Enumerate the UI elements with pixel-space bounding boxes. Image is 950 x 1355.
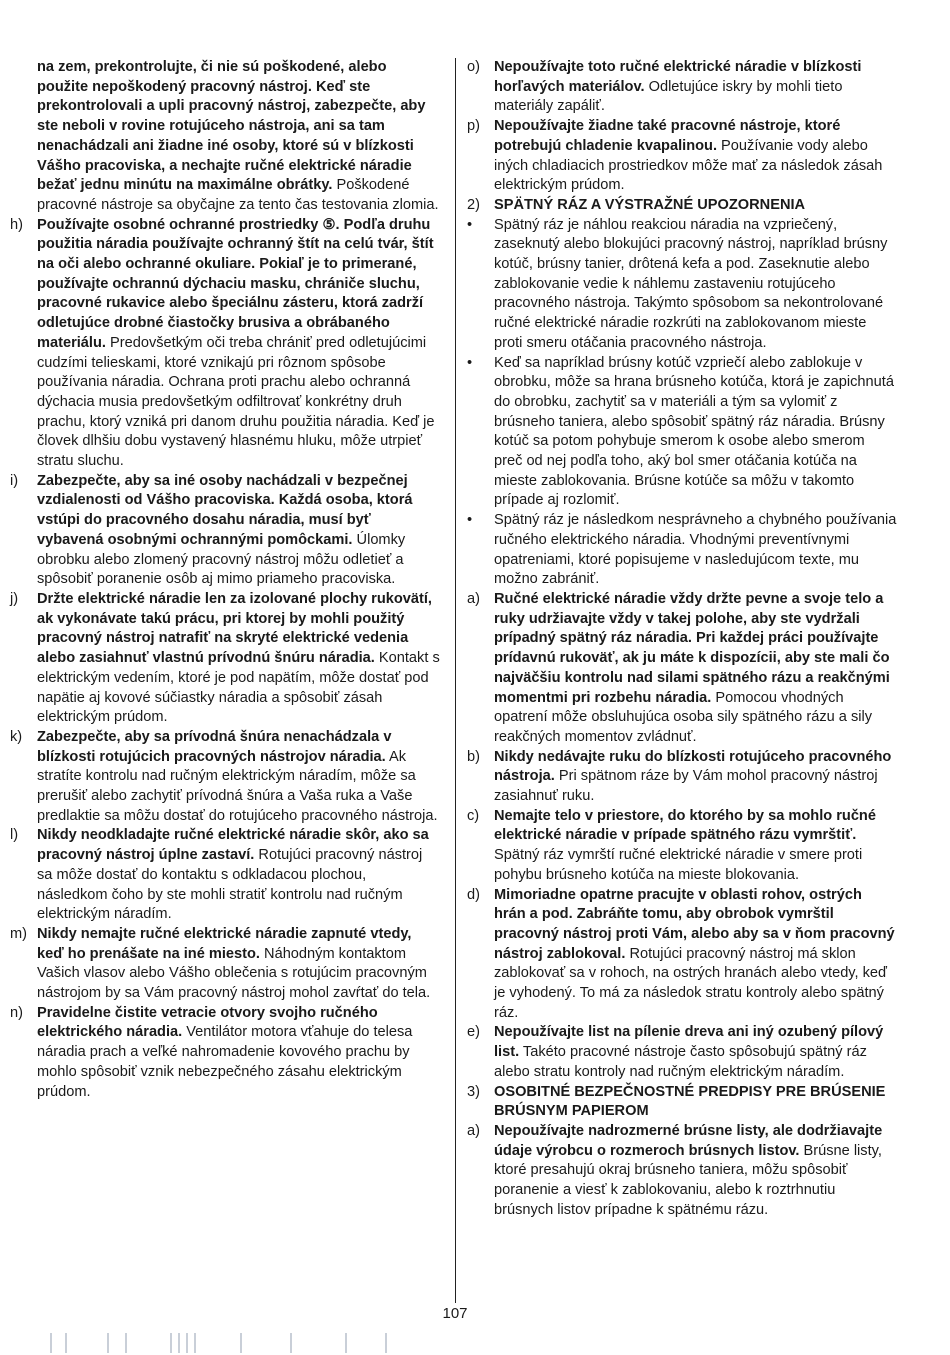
list-item: [467, 748, 897, 807]
item-normal-text: Rotujúci pracovný nástroj sa môže dostať do kontaktu s odkladacou plochou, následkom čoho by ste mohli stratiť kontrolu nad ručným elektrickým náradím.: [37, 847, 423, 923]
item-label: n): [10, 1004, 23, 1021]
list-item: [467, 1122, 897, 1221]
mark: [65, 1333, 67, 1353]
item-label: e): [467, 1024, 480, 1041]
item-bold-text: Držte elektrické náradie len za izolované plochy rukovätí, ak vykonávate takú prácu, pri ktorej by mohli použitý pracovný nástroj natrafiť na skryté elektrické vedenia alebo zasiahnuť vlastnú prívodnú šnúru náradia.: [37, 590, 432, 667]
item-text: [37, 826, 440, 925]
continuation-paragraph: [10, 58, 440, 216]
mark: [240, 1333, 242, 1353]
mark: [170, 1333, 172, 1353]
column-divider: [455, 58, 456, 1303]
item-normal-text: Rotujúci pracovný nástroj má sklon zablokovať sa v rohoch, na ostrých hranách alebo vtedy, keď je vyhodený. To má za následok stratu kontroly alebo spätný ráz.: [494, 945, 888, 1021]
item-normal-text: Takéto pracovné nástroje často spôsobujú spätný ráz alebo stratu kontroly nad ručným elektrickým náradím.: [494, 1044, 867, 1080]
list-item: [10, 590, 440, 728]
item-normal-text: Ventilátor motora vťahuje do telesa náradia prach a veľké nahromadenie kovového prachu by mohlo spôsobiť vznik nebezpečného zásahu elektrickým prúdom.: [37, 1024, 413, 1100]
item-bold-text: Nemajte telo v priestore, do ktorého by sa mohlo ručné elektrické náradie v prípade spätného rázu vymrštiť.: [494, 807, 876, 844]
item-label: l): [10, 827, 19, 844]
item-text: [494, 58, 897, 117]
list-item: [10, 472, 440, 590]
list-item: [467, 58, 897, 117]
item-normal-text: Používanie vody alebo iných chladiacich prostriedkov môže mať za následok zásah elektrickým prúdom.: [494, 137, 883, 194]
bullet-text: Spätný ráz je náhlou reakciou náradia na vzpriečený, zaseknutý alebo blokujúci pracovný nástroj, napríklad brúsny kotúč, brúsny tanier, drôtená kefa a pod. Zaseknutie alebo zablokovanie vedie k náhlemu zastaveniu rotujúceho pracovného nástroja. Takýmto spôsobom sa nekontrolované ručné elektrické náradie rozkrúti na zablokovanom mieste proti smeru otáčania pracovného nástroja.: [494, 216, 888, 351]
section-heading-text: SPÄTNÝ RÁZ A VÝSTRAŽNÉ UPOZORNENIA: [494, 196, 806, 213]
right-column: [467, 58, 897, 1220]
item-bold-text: Nepoužívajte nadrozmerné brúsne listy, ale dodržiavajte údaje výrobcu o rozmeroch brúsnych listov.: [494, 1122, 883, 1159]
item-text: [494, 748, 897, 807]
item-label: j): [10, 590, 19, 607]
continuation-normal: Poškodené pracovné nástroje sa obyčajne za tento čas testovania zlomia.: [37, 177, 439, 213]
item-normal-text: Náhodným kontaktom Vašich vlasov alebo Vášho oblečenia s rotujúcim pracovným nástrojom by sa Vám pracovný nástroj mohol zavŕtať do tela.: [37, 945, 431, 1002]
item-normal-text: Odletujúce iskry by mohli tieto materiály zapáliť.: [494, 78, 843, 115]
item-label: b): [467, 748, 480, 765]
item-label: h): [10, 216, 23, 233]
mark: [194, 1333, 196, 1353]
list-item: [10, 925, 440, 1004]
list-item: [10, 826, 440, 925]
item-normal-text: Ak stratíte kontrolu nad ručným elektrickým náradím, môže sa prerušiť alebo zachytiť prívodná šnúra a Vaša ruka a Vaše predlaktie sa môžu dostať do rotujúceho pracovného nástroja.: [37, 748, 438, 824]
item-bold-text: Používajte osobné ochranné prostriedky ⑤. Podľa druhu použitia náradia používajte ochranný štít na celú tvár, štít na oči alebo ochranné okuliare. Pokiaľ je to primerané, používajte ochrannú dýchaciu masku, chrániče sluchu, pracovné rukavice alebo špeciálnu zásteru, ktorá zadrží odletujúce drobné čiastočky brusiva a obrábaného materiálu.: [37, 216, 434, 351]
mark: [50, 1333, 52, 1353]
mark: [178, 1333, 180, 1353]
bullet-text: Keď sa napríklad brúsny kotúč vzpriečí alebo zablokuje v obrobku, môže sa hrana brúsneho kotúča, ktorá je zapichnutá do obrobku, zachytiť sa v materiáli a tým sa vylomiť z brúsneho taniera, alebo spôsobiť spätný ráz náradia. Brúsny kotúč sa potom pohybuje smerom k osobe alebo smerom preč od nej podľa toho, aký bol smer otáčania kotúča na mieste zablokovania. Brúsne kotúče sa môžu v takomto prípade aj rozlomiť.: [494, 354, 894, 509]
item-bold-text: Zabezpečte, aby sa iné osoby nachádzali v bezpečnej vzdialenosti od Vášho pracoviska. Každá osoba, ktorá vstúpi do pracovného dosahu náradia, musí byť vybavená osobnými ochrannými pomôckami.: [37, 472, 413, 548]
item-text: [37, 728, 440, 827]
bullet-item: [467, 354, 897, 512]
item-bold-text: Nepoužívajte toto ručné elektrické náradie v blízkosti horľavých materiálov.: [494, 59, 862, 95]
list-item: [467, 117, 897, 196]
item-text: [37, 1004, 440, 1103]
bullet-symbol: •: [467, 354, 473, 371]
continuation-bold: na zem, prekontrolujte, či nie sú poškodené, alebo použite nepoškodený pracovný nástroj. Keď ste prekontrolovali a upli pracovný nástroj, zabezpečte, aby ste neboli v rovine rotujúceho nástroja, ani sa tam nenachádzali ani žiadne iné osoby, ktoré sú v blízkosti Vášho pracoviska, a nechajte ručné elektrické náradie bežať jednu minútu na maximálne obrátky.: [37, 59, 426, 194]
item-text: [37, 590, 440, 728]
bullet-symbol: •: [467, 216, 473, 233]
item-normal-text: Pomocou vhodných opatrení môže obsluhujúca osoba sily spätného rázu a sily reakčných momentov zvládnuť.: [494, 689, 873, 745]
bullet-symbol: •: [467, 512, 473, 529]
mark: [186, 1333, 188, 1353]
item-normal-text: Brúsne listy, ktoré presahujú okraj brúsneho taniera, môžu spôsobiť poranenie a viesť k zablokovaniu, alebo k roztrhnutiu brúsnych listov prípadne k spätnému rázu.: [494, 1142, 882, 1218]
list-item: [467, 1023, 897, 1082]
item-label: o): [467, 59, 480, 75]
section-label: 2): [467, 196, 480, 213]
item-label: m): [10, 925, 28, 942]
item-text: [494, 807, 897, 886]
list-item: [467, 590, 897, 748]
bullet-item: [467, 511, 897, 590]
item-bold-text: Pravidelne čistite vetracie otvory svojho ručného elektrického náradia.: [37, 1004, 378, 1041]
item-text: [494, 1023, 897, 1082]
item-text: [37, 472, 440, 590]
mark: [385, 1333, 387, 1353]
item-bold-text: Nepoužívajte žiadne také pracovné nástroje, ktoré potrebujú chladenie kvapalinou.: [494, 118, 841, 154]
item-text: [494, 117, 897, 196]
list-item: [10, 1004, 440, 1103]
mark: [125, 1333, 127, 1353]
item-normal-text: Kontakt s elektrickým vedením, ktoré je pod napätím, môže dostať pod napätie aj kovové súčiastky náradia a spôsobiť zásah elektrickým prúdom.: [37, 650, 440, 726]
bullet-item: [467, 216, 897, 354]
item-text: [37, 925, 440, 1004]
list-item: [10, 728, 440, 827]
item-normal-text: Pri spätnom ráze by Vám mohol pracovný nástroj zasiahnuť ruku.: [494, 768, 878, 805]
item-bold-text: Ručné elektrické náradie vždy držte pevne a svoje telo a ruky udržiavajte vždy v takej polohe, aby ste vydržali prípadný spätný ráz náradia. Pri každej práci používajte prídavnú rukoväť, ak ju máte k dispozícii, aby ste mali čo najväčšiu kontrolu nad silami spätného rázu a reakčnými momentmi pri rozbehu náradia.: [494, 590, 890, 706]
bullet-text: Spätný ráz je následkom nesprávneho a chybného používania ručného elektrického náradia. Vhodnými preventívnymi opatreniami, ktoré popisujeme v nasledujúcom texte, mu možno zabrániť.: [494, 512, 897, 588]
item-bold-text: Nikdy nemajte ručné elektrické náradie zapnuté vtedy, keď ho prenášate na iné miesto.: [37, 925, 412, 962]
section-label: 3): [467, 1083, 480, 1100]
item-label: i): [10, 472, 19, 489]
item-bold-text: Mimoriadne opatrne pracujte v oblasti rohov, ostrých hrán a pod. Zabráňte tomu, aby obrobok vymrštil pracovný nástroj proti Vám, alebo aby sa v ňom pracovný nástroj zablokoval.: [494, 886, 895, 962]
mark: [345, 1333, 347, 1353]
item-text: [494, 886, 897, 1024]
item-label: a): [467, 1122, 480, 1139]
list-item: [467, 807, 897, 886]
item-label: p): [467, 118, 480, 135]
list-item: [467, 886, 897, 1024]
left-column: [10, 58, 440, 1102]
item-label: k): [10, 728, 23, 745]
mark: [107, 1333, 109, 1353]
item-text: [494, 590, 897, 748]
section-heading-3: [467, 1083, 897, 1122]
item-normal-text: Úlomky obrobku alebo zlomený pracovný nástroj môžu odletieť a spôsobiť poranenie osôb aj mimo priameho pracoviska.: [37, 531, 406, 588]
item-bold-text: Nikdy nedávajte ruku do blízkosti rotujúceho pracovného nástroja.: [494, 748, 892, 785]
item-label: a): [467, 590, 480, 607]
item-label: d): [467, 886, 480, 903]
mark: [290, 1333, 292, 1353]
item-bold-text: Nepoužívajte list na pílenie dreva ani iný ozubený pílový list.: [494, 1024, 884, 1061]
item-bold-text: Nikdy neodkladajte ručné elektrické náradie skôr, ako sa pracovný nástroj úplne zastaví.: [37, 827, 429, 864]
page-number: 107: [442, 1305, 468, 1322]
item-normal-text: Spätný ráz vymrští ručné elektrické náradie v smere proti pohybu brúsneho kotúča na mieste blokovania.: [494, 847, 863, 883]
item-normal-text: Predovšetkým oči treba chrániť pred odletujúcimi cudzími telieskami, ktoré vznikajú pri rôznom spôsobe používania náradia. Ochrana proti prachu alebo ochranná dýchacia musia predovšetkým odfiltrovať konkrétny druh prachu, ktorý vzniká pri danom druhu použitia náradia. Keď je človek dlhšiu dobu vystavený hlasnému hluku, môže utrpieť stratu sluchu.: [37, 334, 435, 470]
list-item: [10, 216, 440, 472]
item-text: [494, 1122, 897, 1221]
item-text: [37, 216, 440, 472]
section-heading-2: [467, 196, 897, 216]
section-heading-text: OSOBITNÉ BEZPEČNOSTNÉ PREDPISY PRE BRÚSENIE BRÚSNYM PAPIEROM: [494, 1083, 886, 1120]
item-label: c): [467, 807, 480, 824]
item-bold-text: Zabezpečte, aby sa prívodná šnúra nenachádzala v blízkosti rotujúcich pracovných nástrojov náradia.: [37, 728, 392, 765]
